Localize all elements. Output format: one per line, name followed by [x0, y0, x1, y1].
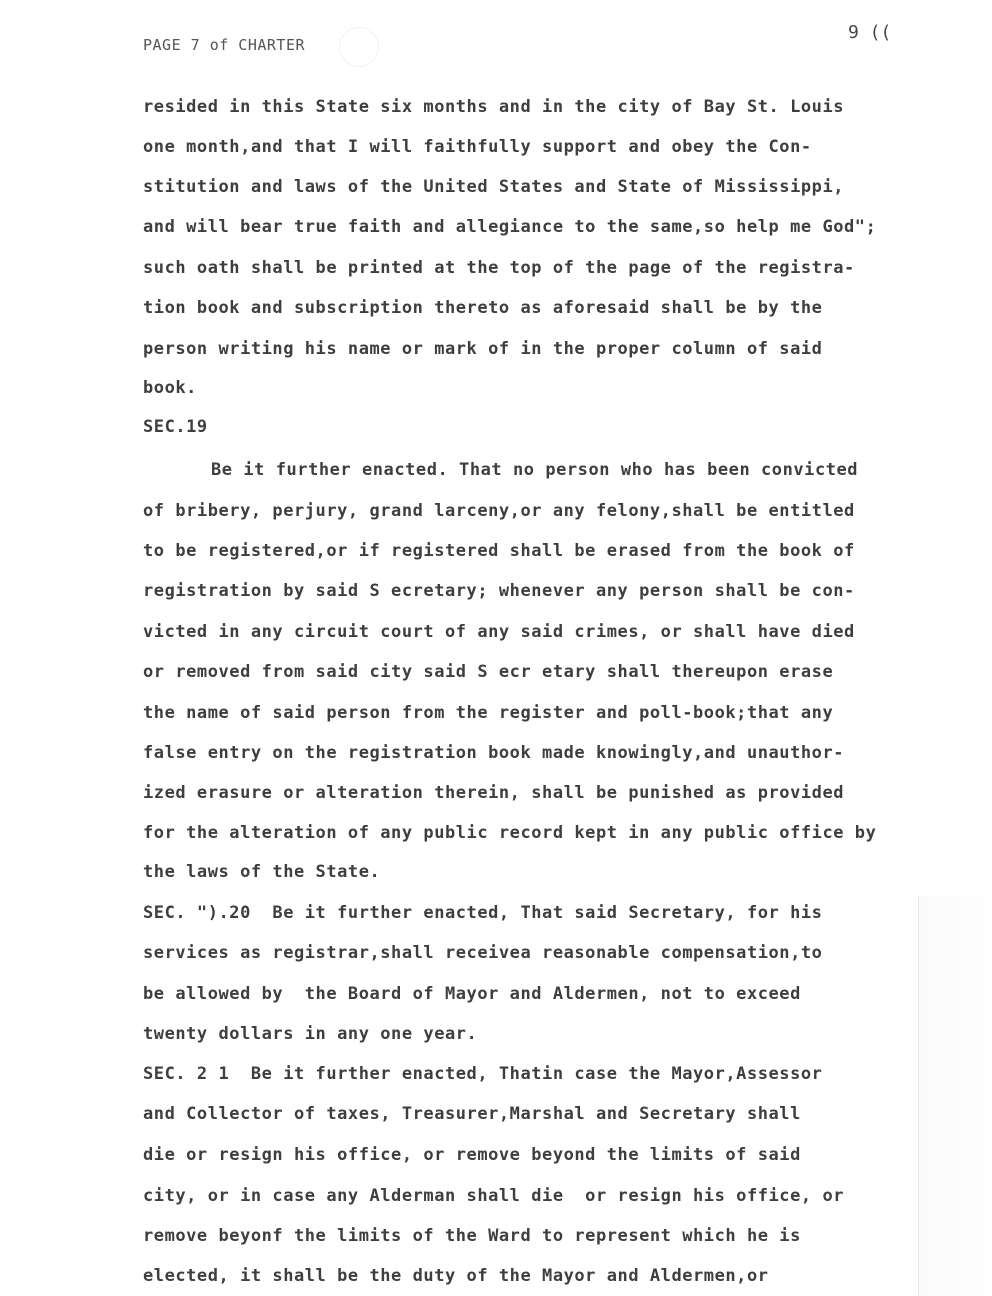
text-line: one month,and that I will faithfully support and obey the Con- — [143, 137, 812, 157]
text-line: SEC. 2 1 Be it further enacted, Thatin case the Mayor,Assessor — [143, 1064, 823, 1084]
text-line: twenty dollars in any one year. — [143, 1024, 478, 1044]
text-line: and Collector of taxes, Treasurer,Marshal and Secretary shall — [143, 1104, 801, 1124]
text-line: remove beyonf the limits of the Ward to represent which he is — [143, 1226, 801, 1246]
text-line: for the alteration of any public record kept in any public office by — [143, 823, 877, 843]
text-line: be allowed by the Board of Mayor and Aldermen, not to exceed — [143, 984, 801, 1004]
text-line: person writing his name or mark of in the proper column of said — [143, 339, 823, 359]
text-line: services as registrar,shall receivea reasonable compensation,to — [143, 943, 823, 963]
text-line: false entry on the registration book made knowingly,and unauthor- — [143, 743, 845, 763]
text-line: to be registered,or if registered shall be erased from the book of — [143, 541, 855, 561]
text-line: or removed from said city said S ecr etary shall thereupon erase — [143, 662, 834, 682]
paper-tear-edge — [918, 896, 992, 1296]
page-header-title: PAGE 7 of CHARTER — [143, 36, 306, 54]
text-line: city, or in case any Alderman shall die or resign his office, or — [143, 1186, 845, 1206]
text-line: the laws of the State. — [143, 862, 381, 882]
text-line: registration by said S ecretary; whenever any person shall be con- — [143, 581, 855, 601]
text-line: the name of said person from the register and poll-book;that any — [143, 703, 834, 723]
text-line: elected, it shall be the duty of the Mayor and Aldermen,or — [143, 1266, 769, 1286]
punch-hole — [340, 28, 378, 66]
text-line: ized erasure or alteration therein, shall be punished as provided — [143, 783, 845, 803]
text-line: tion book and subscription thereto as aforesaid shall be by the — [143, 298, 823, 318]
text-line: Be it further enacted. That no person who has been convicted — [211, 460, 859, 480]
text-line: victed in any circuit court of any said crimes, or shall have died — [143, 622, 855, 642]
text-line: such oath shall be printed at the top of the page of the registra- — [143, 258, 855, 278]
text-line: resided in this State six months and in the city of Bay St. Louis — [143, 97, 845, 117]
text-line: and will bear true faith and allegiance to the same,so help me God"; — [143, 217, 877, 237]
text-line: book. — [143, 378, 197, 398]
section-heading: SEC.19 — [143, 417, 208, 437]
text-line: die or resign his office, or remove beyond the limits of said — [143, 1145, 801, 1165]
text-line: SEC. ").20 Be it further enacted, That said Secretary, for his — [143, 903, 823, 923]
text-line: stitution and laws of the United States and State of Mississippi, — [143, 177, 845, 197]
page-number: 9 (( — [848, 22, 892, 43]
text-line: of bribery, perjury, grand larceny,or any felony,shall be entitled — [143, 501, 855, 521]
